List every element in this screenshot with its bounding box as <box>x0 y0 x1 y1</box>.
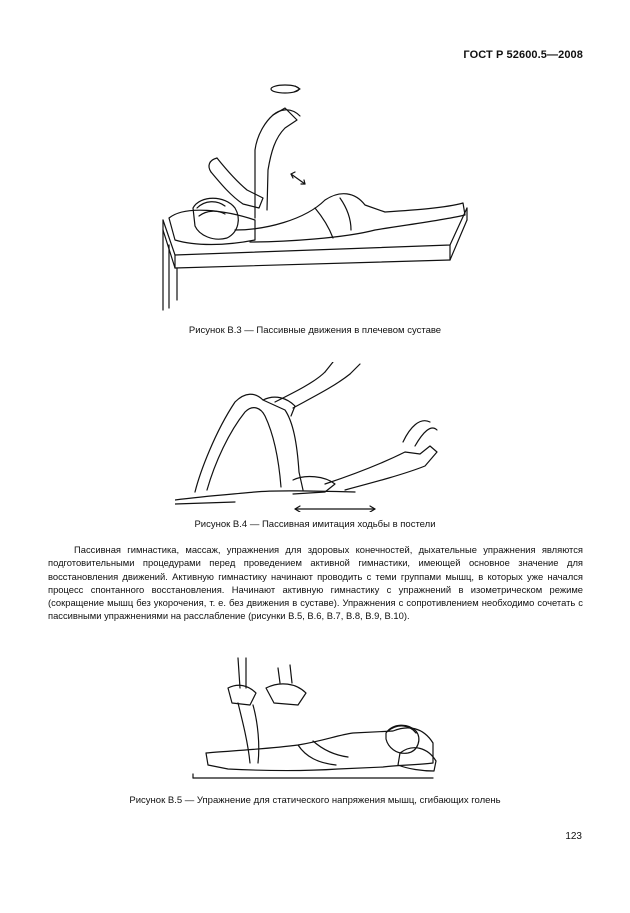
figure-b3-caption: Рисунок В.3 — Пассивные движения в плечевом суставе <box>188 325 442 336</box>
figure-b4-illustration <box>175 362 455 512</box>
figure-b5-caption: Рисунок В.5 — Упражнение для статического напряжения мышц, сгибающих голень <box>129 795 501 806</box>
figure-b4-caption: Рисунок В.4 — Пассивная имитация ходьбы в постели <box>194 519 436 530</box>
static-tension-drawing <box>188 653 438 788</box>
body-paragraph-text: Пассивная гимнастика, массаж, упражнения для здоровых конечностей, дыхательные упражнения являются подготовительными процедурами перед проведением активной гимнастики, имеющей основное значение для восстановления движений. Активную гимнастику начинают проводить с теми группами мышц, в которых уже начался процесс спонтанного восстановления. Начинают активную гимнастику с упражнений в изометрическом режиме (сокращение мышц без укорочения, т. е. без движения в суставе). Упражнения с сопротивлением необходимо сочетать с пассивными упражнениями на расслабление (рисунки В.5, В.6, В.7, В.8, В.9, В.10). <box>48 544 583 622</box>
standard-header: ГОСТ Р 52600.5—2008 <box>463 49 583 61</box>
body-paragraph <box>48 543 583 623</box>
walking-imitation-drawing <box>175 362 455 512</box>
page-number: 123 <box>565 831 582 842</box>
shoulder-exercise-drawing <box>155 80 475 315</box>
figure-b5-illustration <box>188 653 438 788</box>
figure-b3-illustration <box>155 80 475 315</box>
